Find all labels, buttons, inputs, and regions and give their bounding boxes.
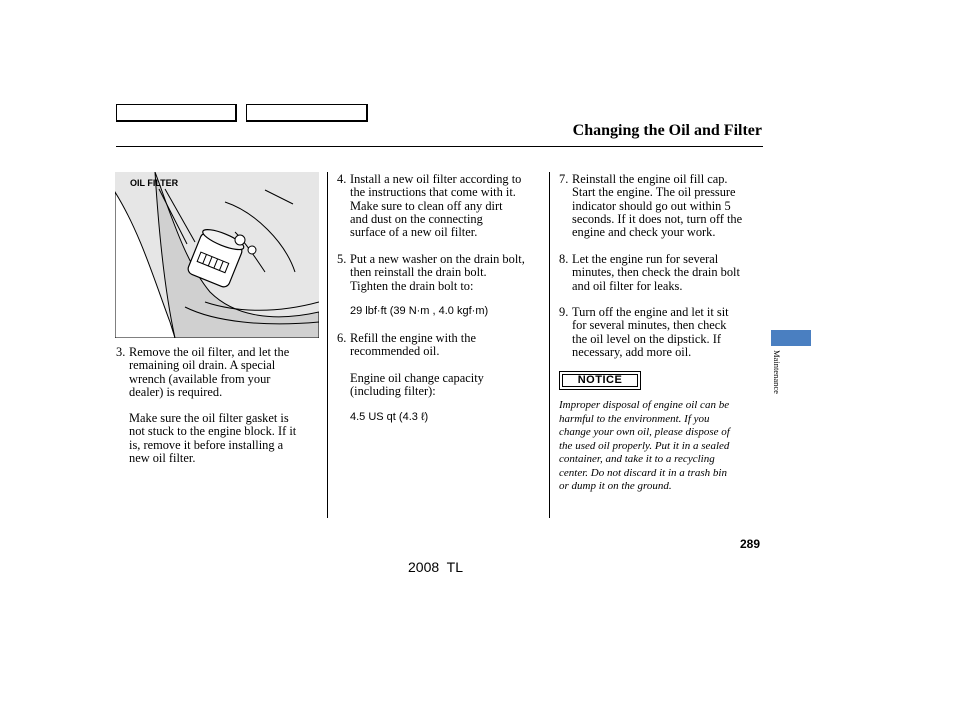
capacity-label: Engine oil change capacity (including filter): [350, 371, 484, 399]
figure-label: OIL FILTER [130, 178, 179, 188]
torque-spec: 29 lbf·ft (39 N·m , 4.0 kgf·m) [350, 305, 489, 317]
step-text: Remove the oil filter, and let the remaining oil drain. A special wrench (available from your dealer) is required. [129, 345, 290, 399]
step-text: Refill the engine with the recommended oil. [350, 331, 476, 359]
notice-text: Improper disposal of engine oil can be harmful to the environment. If you change your own oil, please dispose of the used oil properly. Put it in a sealed container, and take it to a recycling center. Do not discard it in a trash bin or dump it on the ground. [559, 399, 730, 492]
step-number: 9. [559, 305, 569, 319]
gasket-note: Make sure the oil filter gasket is not stuck to the engine block. If it is, remove it before installing a new oil filter. [129, 411, 297, 465]
step-number: 5. [337, 252, 347, 266]
step-text: Reinstall the engine oil fill cap. Start the engine. The oil pressure indicator should go out within 5 seconds. If it does not, turn off the engine and check your work. [572, 172, 743, 240]
page-number: 289 [740, 537, 761, 551]
step-number: 8. [559, 252, 569, 266]
step-text: Put a new washer on the drain bolt, then reinstall the drain bolt. Tighten the drain bolt to: [350, 252, 525, 293]
page-title: Changing the Oil and Filter [572, 122, 762, 139]
footer-model: 2008 TL [408, 559, 464, 575]
oil-filter-illustration [115, 172, 319, 338]
header-tab-box-left [116, 104, 237, 122]
header-rule [116, 146, 763, 147]
oil-filter-drawing [115, 172, 319, 338]
header-tab-box-right [246, 104, 368, 122]
step-number: 7. [559, 172, 569, 186]
capacity-value: 4.5 US qt (4.3 ℓ) [350, 411, 429, 423]
notice-badge [559, 371, 641, 390]
step-text: Install a new oil filter according to the instructions that come with it. Make sure to clean off any dirt and dust on the connecting surface of a new oil filter. [350, 172, 522, 240]
step-text: Let the engine run for several minutes, then check the drain bolt and oil filter for leaks. [572, 252, 740, 293]
section-label: Maintenance [772, 350, 782, 394]
section-tab-marker [771, 330, 811, 346]
notice-badge-label: NOTICE [562, 374, 638, 387]
step-number: 3. [116, 345, 126, 359]
step-number: 4. [337, 172, 347, 186]
step-number: 6. [337, 331, 347, 345]
column-divider-left [327, 172, 328, 518]
column-divider-right [549, 172, 550, 518]
step-text: Turn off the engine and let it sit for several minutes, then check the oil level on the dipstick. If necessary, add more oil. [572, 305, 729, 359]
